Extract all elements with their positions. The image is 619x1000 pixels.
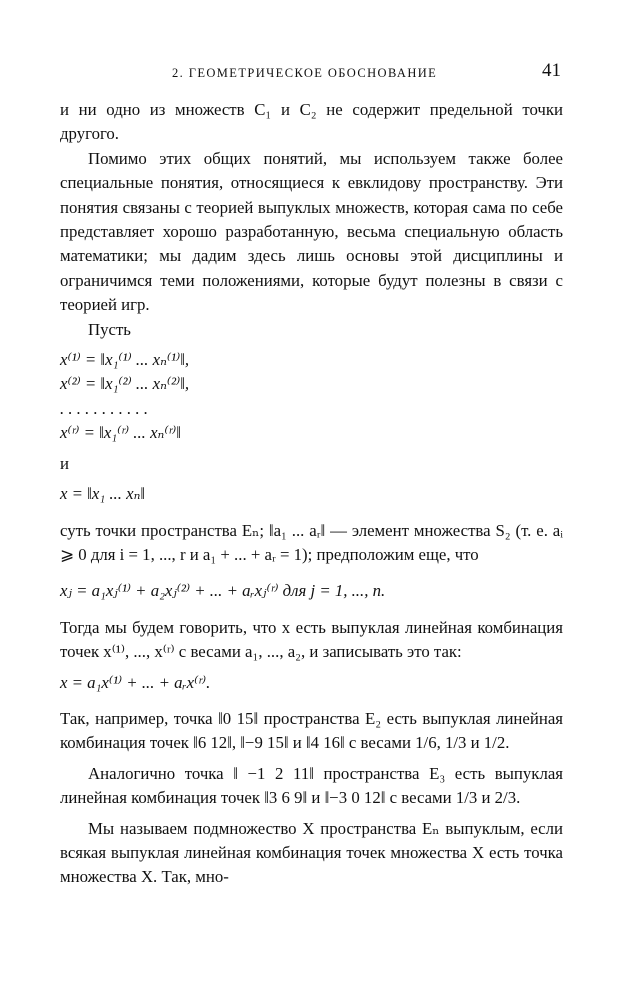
formula-ellipsis: . . . . . . . . . . . [60,398,149,418]
paragraph-example-e2: Так, например, точка ‖0 15‖ пространства E₂ есть выпуклая линейная комбинация точек ‖6 12‖, ‖−9 15‖ и ‖4 16‖ с весами 1/6, 1/3 и 1/2. [60,708,563,753]
paragraph-let: Пусть [88,319,131,339]
formula-combination: x = a₁x⁽¹⁾ + ... + aᵣx⁽ʳ⁾. [60,672,211,692]
paragraph-definition-convex-combination: Тогда мы будем говорить, что x есть выпуклая линейная комбинация точек x⁽¹⁾, ..., x⁽ʳ⁾ с весами a₁, ..., a₂, и записывать это так: [60,617,563,662]
formula-point-2: x⁽²⁾ = ‖x₁⁽²⁾ ... xₙ⁽²⁾‖, [60,374,190,394]
page-number: 41 [542,60,561,81]
paragraph-intro-convex: Помимо этих общих понятий, мы используем также более специальные понятия, относящиеся к евклидову пространству. Эти понятия связаны с теорией выпуклых множеств, которая сама по себе представляет хорошо разработанную, весьма специальную область математики; мы дадим здесь лишь основы этой дисциплины и ограничимся теми положениями, которые будут полезны в связи с теорией игр. [60,148,563,315]
formula-point-1: x⁽¹⁾ = ‖x₁⁽¹⁾ ... xₙ⁽¹⁾‖, [60,350,190,370]
formula-point-x: x = ‖x₁ ... xₙ‖ [60,484,146,504]
formula-point-r: x⁽ʳ⁾ = ‖x₁⁽ʳ⁾ ... xₙ⁽ʳ⁾‖ [60,423,182,443]
formula-component-rule: xⱼ = a₁xⱼ⁽¹⁾ + a₂xⱼ⁽²⁾ + ... + aᵣxⱼ⁽ʳ⁾ для j = 1, ..., n. [60,581,386,601]
page-body [60,98,563,890]
running-title: 2. ГЕОМЕТРИЧЕСКОЕ ОБОСНОВАНИЕ [172,66,438,80]
paragraph-continuation: и ни одно из множеств C₁ и C₂ не содержит предельной точки другого. [60,100,563,144]
paragraph-and: и [60,453,69,473]
paragraph-example-e3: Аналогично точка ‖ −1 2 11‖ пространства E₃ есть выпуклая линейная комбинация точек ‖3 6 9‖ и ‖−3 0 12‖ с весами 1/3 и 2/3. [60,763,563,808]
paragraph-convex-set-definition: Мы называем подмножество X пространства Eₙ выпуклым, если всякая выпуклая линейная комбинация точек множества X есть точка множества X. Так, мно- [60,818,563,887]
paragraph-points-of-space: суть точки пространства Eₙ; ‖a₁ ... aᵣ‖ — элемент множества S₂ (т. е. aᵢ ⩾ 0 для i = 1, ..., r и a₁ + ... + aᵣ = 1); предположим еще, что [60,520,563,564]
